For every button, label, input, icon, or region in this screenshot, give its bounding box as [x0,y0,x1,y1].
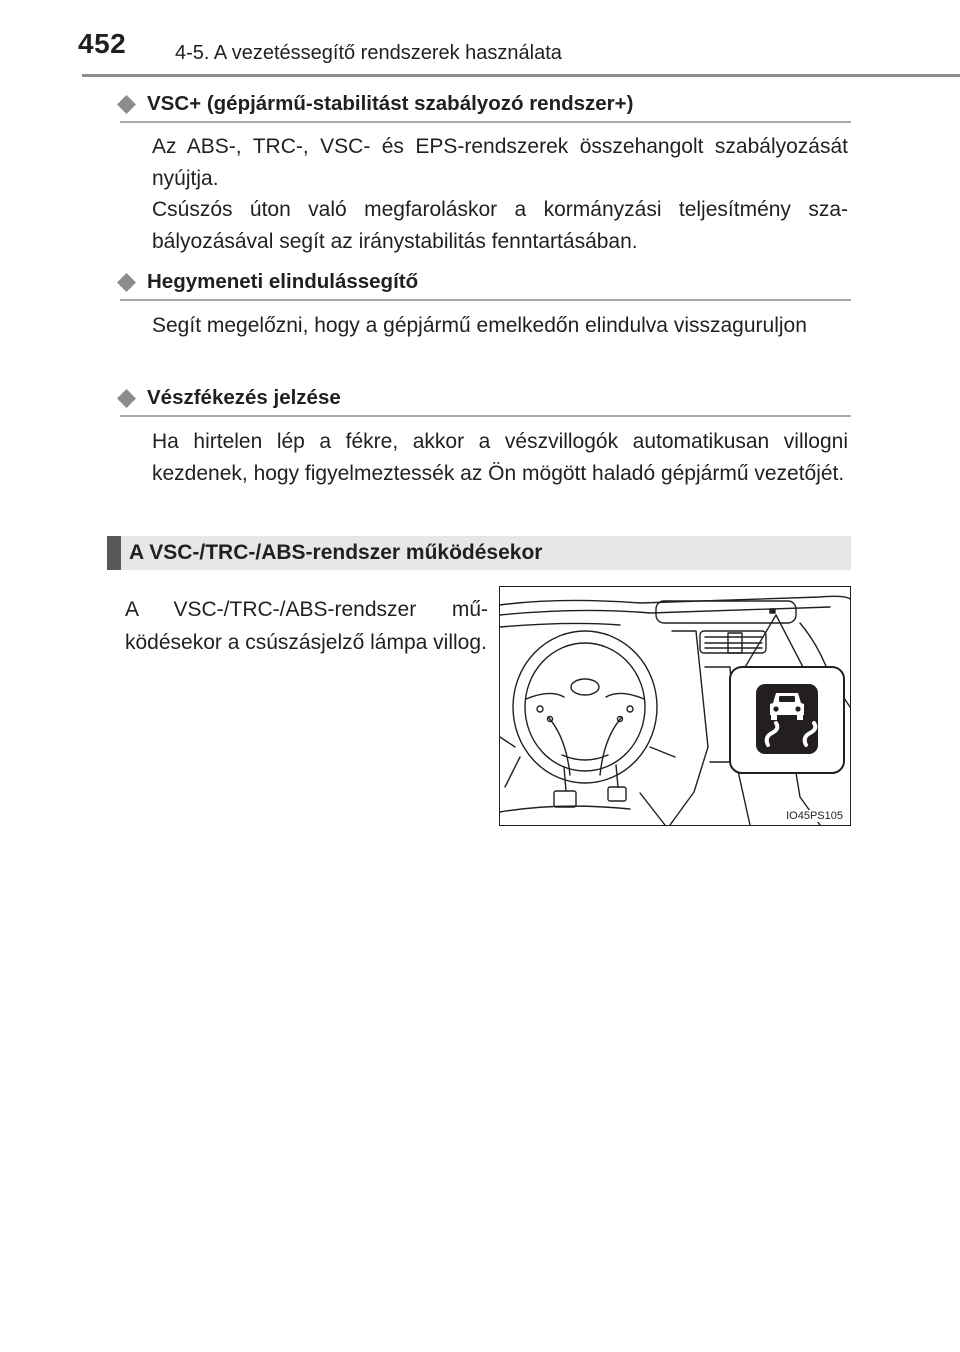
diamond-bullet-icon [117,95,136,114]
subheading-emergency-brake-signal [117,384,341,412]
subheading-rule [120,121,851,123]
chapter-title: 4-5. A vezetéssegítő rendszerek használata [175,42,562,64]
paragraph: Csúszós úton való megfaroláskor a kormányzási teljesítmény szabályozásával segít az iránystabilitás fenntartásában. [152,198,848,253]
header-rule [82,74,960,77]
paragraph: Ha hirtelen lép a fékre, akkor a vészvillogók automatikusan villogni kezdenek, hogy figyelmeztessék az Ön mögött haladó gépjármű vezetőjét. [152,430,848,485]
paragraph: Segít megelőzni, hogy a gépjármű emelkedőn elindulva visszaguruljon [152,314,807,337]
paragraph: Az ABS-, TRC-, VSC- és EPS-rendszerek összehangolt szabályozását nyújtja. [152,135,848,190]
figure-code: IO45PS105 [786,810,843,822]
page-number: 452 [78,28,127,59]
section-title: A VSC-/TRC-/ABS-rendszer működésekor [129,541,543,564]
dashboard-drawing [500,587,850,825]
operation-description: A VSC-/TRC-/ABS-rendszer működésekor a csúszásjelző lámpa villog. [125,598,488,654]
subheading-text: Vészfékezés jelzése [147,386,341,409]
diamond-bullet-icon [117,273,136,292]
slip-indicator-icon [756,684,818,754]
subheading-vsc-plus [117,90,633,118]
subheading-text: Hegymeneti elindulássegítő [147,270,419,293]
diamond-bullet-icon [117,389,136,408]
section-title-bar [107,536,851,570]
dashboard-illustration [499,586,851,826]
subheading-rule [120,299,851,301]
subheading-text: VSC+ (gépjármű-stabilitást szabályozó rendszer+) [147,92,634,115]
subheading-rule [120,415,851,417]
subheading-hill-start-assist [117,268,418,296]
